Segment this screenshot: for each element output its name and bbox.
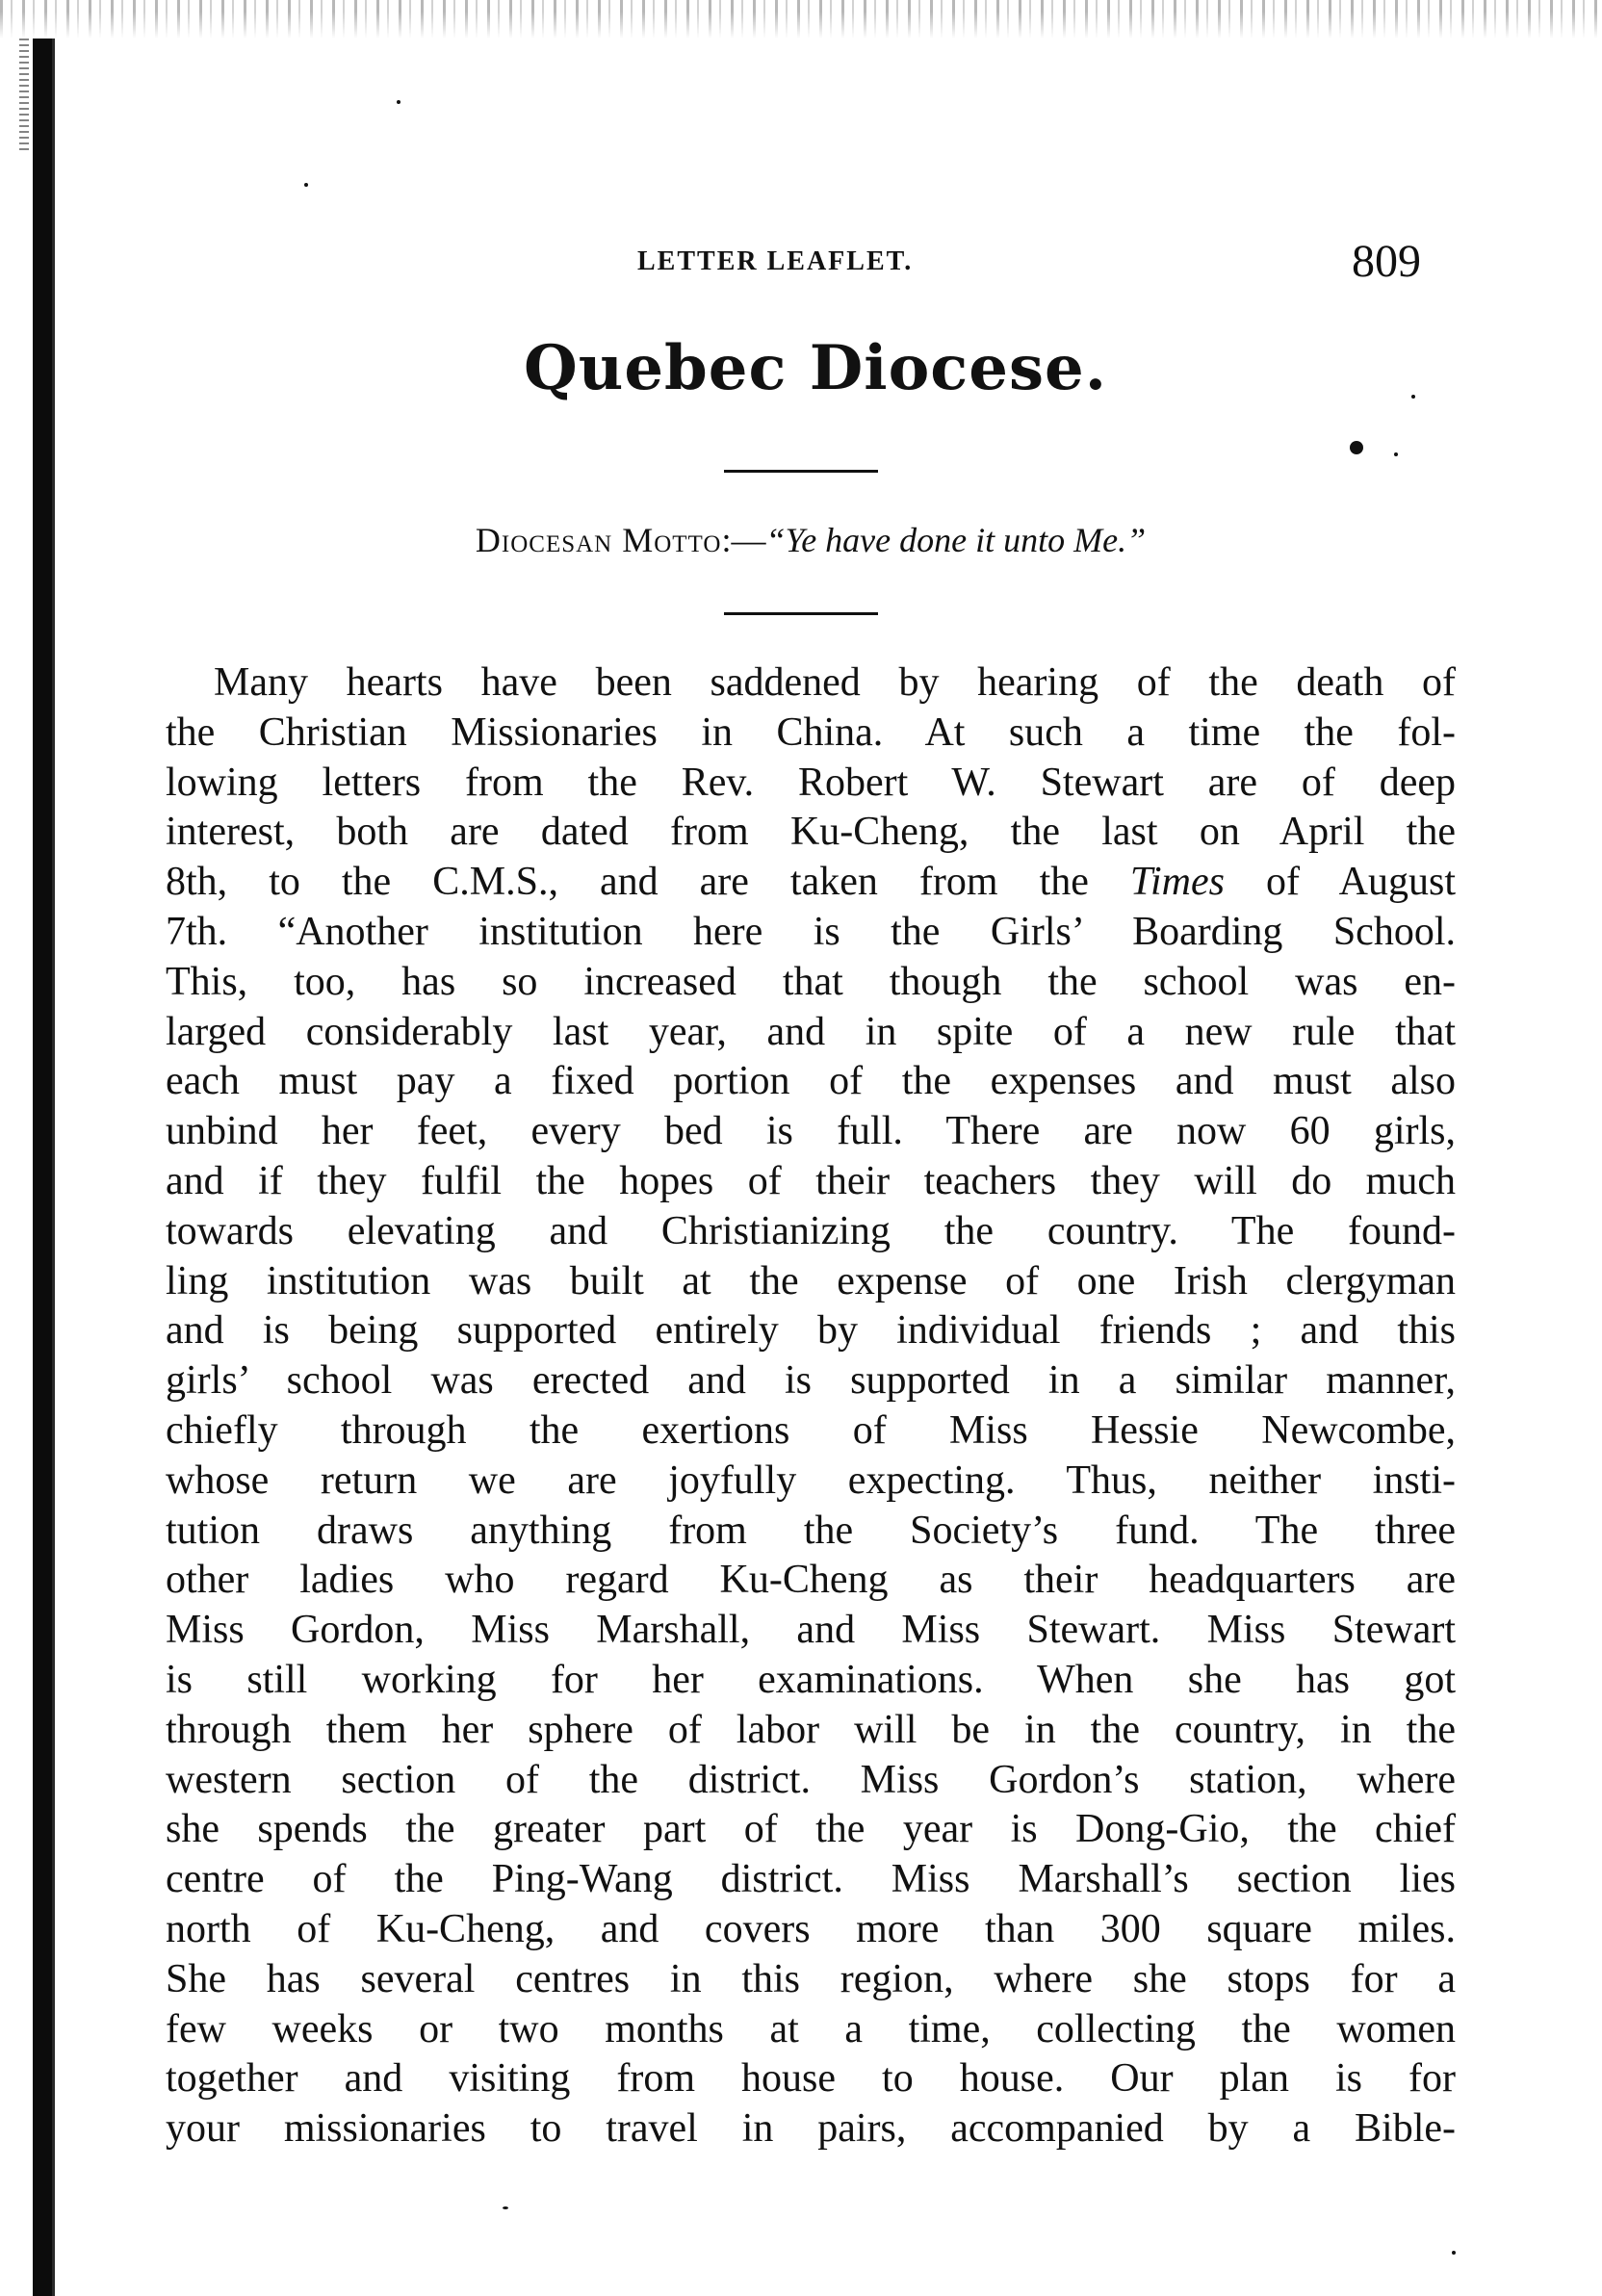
text-line: each must pay a fixed portion of the expenses and must also bbox=[166, 1059, 1456, 1104]
text-line: centre of the Ping-Wang district. Miss Marshall’s section lies bbox=[166, 1857, 1456, 1902]
text-line: western section of the district. Miss Gordon’s station, where bbox=[166, 1757, 1456, 1802]
running-head: LETTER LEAFLET. bbox=[637, 246, 914, 276]
text-line bbox=[166, 858, 1456, 908]
text-line: chiefly through the exertions of Miss Hessie Newcombe, bbox=[166, 1407, 1456, 1453]
page-number: 809 bbox=[1352, 236, 1421, 287]
scan-noise-top bbox=[0, 0, 1602, 39]
motto-quote: “Ye have done it unto Me.” bbox=[765, 521, 1147, 559]
text-line: ling institution was built at the expense of one Irish clergyman bbox=[166, 1258, 1456, 1303]
ink-speck bbox=[397, 100, 400, 104]
text-line: she spends the greater part of the year is Dong-Gio, the chief bbox=[166, 1807, 1456, 1852]
text-segment: of August bbox=[1265, 860, 1457, 905]
newspaper-title: Times bbox=[1129, 860, 1225, 905]
text-line: together and visiting from house to house. Our plan is for bbox=[166, 2056, 1456, 2102]
text-line: Many hearts have been saddened by hearing of the death of bbox=[214, 660, 1456, 705]
text-line: towards elevating and Christianizing the country. The found- bbox=[166, 1208, 1456, 1253]
text-line: whose return we are joyfully expecting. Thus, neither insti- bbox=[166, 1458, 1456, 1503]
motto-separator: :— bbox=[721, 521, 766, 559]
text-line: Miss Gordon, Miss Marshall, and Miss Stewart. Miss Stewart bbox=[166, 1608, 1456, 1653]
ink-speck bbox=[304, 183, 308, 187]
text-line: 7th. “Another institution here is the Girls’ Boarding School. bbox=[166, 909, 1456, 954]
text-line: lowing letters from the Rev. Robert W. Stewart are of deep bbox=[166, 760, 1456, 805]
text-line: is still working for her examinations. When she has got bbox=[166, 1657, 1456, 1702]
text-line: and is being supported entirely by individual friends ; and this bbox=[166, 1308, 1456, 1354]
text-line: She has several centres in this region, where she stops for a bbox=[166, 1956, 1456, 2001]
rule-divider-bottom bbox=[724, 612, 878, 615]
text-line: interest, both are dated from Ku-Cheng, the last on April the bbox=[166, 810, 1456, 855]
text-line: your missionaries to travel in pairs, accompanied by a Bible- bbox=[166, 2106, 1456, 2152]
diocesan-motto bbox=[0, 520, 1602, 560]
ink-speck bbox=[1394, 452, 1398, 456]
text-line: few weeks or two months at a time, collecting the women bbox=[166, 2006, 1456, 2051]
ink-speck bbox=[1452, 2251, 1456, 2255]
text-line: larged considerably last year, and in spite of a new rule that bbox=[166, 1009, 1456, 1054]
text-line: This, too, has so increased that though the school was en- bbox=[166, 959, 1456, 1004]
text-line: through them her sphere of labor will be in the country, in the bbox=[166, 1707, 1456, 1752]
text-line: unbind her feet, every bed is full. There are now 60 girls, bbox=[166, 1109, 1456, 1154]
ink-speck bbox=[1411, 395, 1415, 399]
text-line: and if they fulfil the hopes of their teachers they will do much bbox=[166, 1158, 1456, 1203]
body-paragraph bbox=[166, 658, 1456, 2154]
text-line: the Christian Missionaries in China. At such a time the fol- bbox=[166, 709, 1456, 755]
text-line: north of Ku-Cheng, and covers more than 300 square miles. bbox=[166, 1906, 1456, 1951]
page-title: Quebec Diocese. bbox=[524, 332, 1107, 404]
text-line: tution draws anything from the Society’s fund. The three bbox=[166, 1508, 1456, 1553]
text-line: other ladies who regard Ku-Cheng as their headquarters are bbox=[166, 1558, 1456, 1603]
binding-edge-artifact bbox=[19, 39, 29, 154]
ink-speck bbox=[1350, 441, 1363, 454]
text-segment: 8th, to the C.M.S., and are taken from the bbox=[166, 860, 1089, 905]
rule-divider-top bbox=[724, 470, 878, 473]
text-line: girls’ school was erected and is supported in a similar manner, bbox=[166, 1358, 1456, 1404]
motto-label: Diocesan Motto bbox=[475, 521, 722, 559]
ink-speck bbox=[503, 2206, 508, 2209]
